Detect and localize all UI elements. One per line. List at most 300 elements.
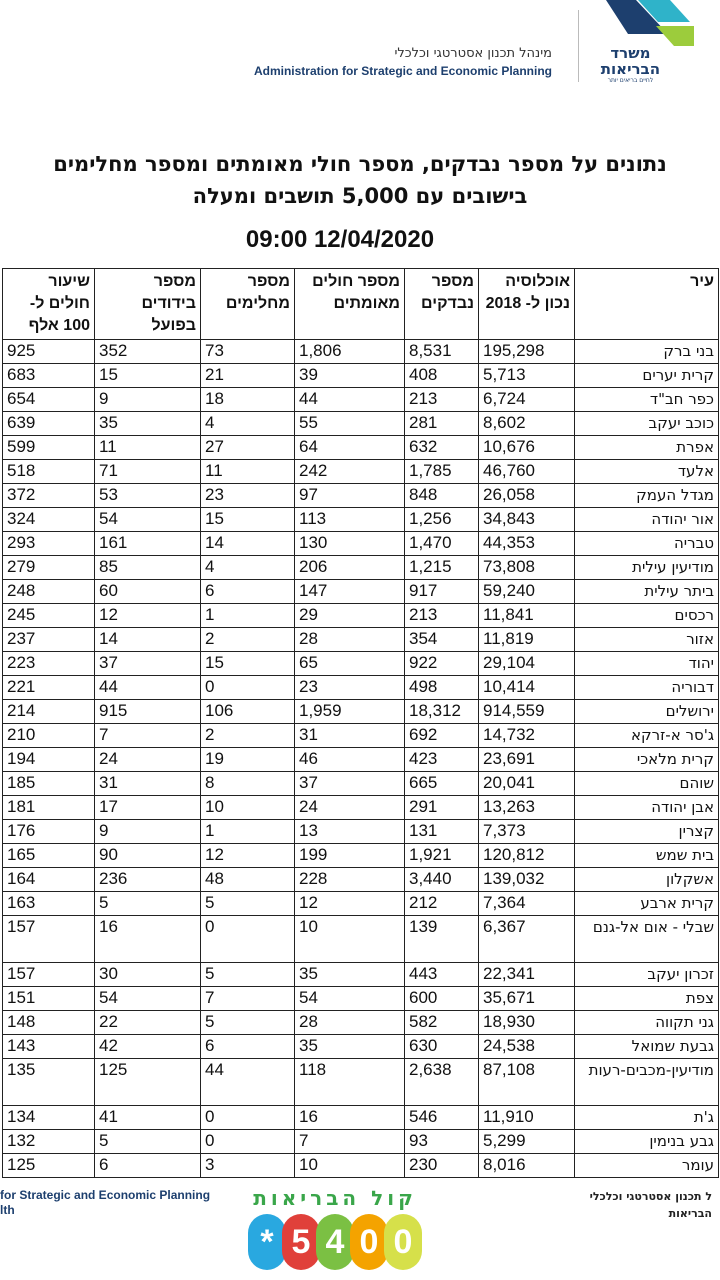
table-cell: 39 <box>295 364 405 388</box>
table-row <box>3 1106 719 1130</box>
city-name-cell: אלעד <box>575 460 719 484</box>
table-cell: 14,732 <box>479 724 575 748</box>
table-row <box>3 652 719 676</box>
table-cell: 213 <box>405 388 479 412</box>
document-title <box>0 148 720 212</box>
table-cell: 44 <box>95 676 201 700</box>
city-name-cell: בית שמש <box>575 844 719 868</box>
agency-name <box>254 46 552 78</box>
table-cell: 7,373 <box>479 820 575 844</box>
city-name-cell: שוהם <box>575 772 719 796</box>
table-cell: 54 <box>95 508 201 532</box>
table-cell: 46 <box>295 748 405 772</box>
table-cell: 248 <box>3 580 95 604</box>
table-cell: 2 <box>201 628 295 652</box>
table-cell: 85 <box>95 556 201 580</box>
table-cell: 26,058 <box>479 484 575 508</box>
city-name-cell: קרית מלאכי <box>575 748 719 772</box>
table-cell: 12 <box>95 604 201 628</box>
city-name-cell: אשקלון <box>575 868 719 892</box>
table-cell: 600 <box>405 987 479 1011</box>
table-cell: 6 <box>201 580 295 604</box>
table-cell: 14 <box>95 628 201 652</box>
table-cell: 19 <box>201 748 295 772</box>
table-cell: 113 <box>295 508 405 532</box>
table-cell: 6 <box>95 1154 201 1178</box>
city-name-cell: ג'סר א-זרקא <box>575 724 719 748</box>
table-cell: 20,041 <box>479 772 575 796</box>
table-cell: 0 <box>201 1130 295 1154</box>
table-cell: 1,470 <box>405 532 479 556</box>
table-row <box>3 916 719 963</box>
table-cell: 352 <box>95 340 201 364</box>
table-row <box>3 1154 719 1178</box>
table-cell: 5 <box>95 892 201 916</box>
table-cell: 164 <box>3 868 95 892</box>
table-cell: 692 <box>405 724 479 748</box>
table-cell: 18,312 <box>405 700 479 724</box>
table-row <box>3 364 719 388</box>
table-row <box>3 1035 719 1059</box>
city-name-cell: רכסים <box>575 604 719 628</box>
table-cell: 7,364 <box>479 892 575 916</box>
city-name-cell: אפרת <box>575 436 719 460</box>
table-cell: 10 <box>201 796 295 820</box>
table-cell: 11,819 <box>479 628 575 652</box>
table-cell: 37 <box>295 772 405 796</box>
table-cell: 73,808 <box>479 556 575 580</box>
table-cell: 23 <box>201 484 295 508</box>
table-cell: 8,602 <box>479 412 575 436</box>
table-cell: 210 <box>3 724 95 748</box>
city-name-cell: ביתר עילית <box>575 580 719 604</box>
city-name-cell: קצרין <box>575 820 719 844</box>
table-cell: 139,032 <box>479 868 575 892</box>
logo-line2: הבריאות <box>600 59 660 78</box>
table-cell: 630 <box>405 1035 479 1059</box>
table-cell: 44 <box>295 388 405 412</box>
city-name-cell: ירושלים <box>575 700 719 724</box>
table-cell: 22 <box>95 1011 201 1035</box>
column-header: מספר חולים מאומתים <box>295 269 405 340</box>
hotline-digit: 0 <box>384 1214 422 1270</box>
table-cell: 848 <box>405 484 479 508</box>
table-cell: 165 <box>3 844 95 868</box>
table-cell: 87,108 <box>479 1059 575 1106</box>
table-cell: 161 <box>95 532 201 556</box>
table-cell: 206 <box>295 556 405 580</box>
table-cell: 35 <box>295 1035 405 1059</box>
table-cell: 130 <box>295 532 405 556</box>
column-header: מספר בידודים בפועל <box>95 269 201 340</box>
table-row <box>3 748 719 772</box>
city-name-cell: קרית יערים <box>575 364 719 388</box>
table-cell: 10,414 <box>479 676 575 700</box>
table-cell: 46,760 <box>479 460 575 484</box>
table-cell: 54 <box>95 987 201 1011</box>
table-cell: 48 <box>201 868 295 892</box>
table-cell: 147 <box>295 580 405 604</box>
table-cell: 18,930 <box>479 1011 575 1035</box>
table-cell: 93 <box>405 1130 479 1154</box>
table-cell: 41 <box>95 1106 201 1130</box>
table-cell: 17 <box>95 796 201 820</box>
table-cell: 28 <box>295 628 405 652</box>
table-cell: 31 <box>295 724 405 748</box>
table-cell: 29 <box>295 604 405 628</box>
table-row <box>3 628 719 652</box>
table-cell: 324 <box>3 508 95 532</box>
table-cell: 27 <box>201 436 295 460</box>
table-cell: 1,215 <box>405 556 479 580</box>
table-cell: 139 <box>405 916 479 963</box>
table-cell: 5,713 <box>479 364 575 388</box>
table-cell: 7 <box>201 987 295 1011</box>
table-cell: 5,299 <box>479 1130 575 1154</box>
table-cell: 157 <box>3 916 95 963</box>
table-cell: 6,367 <box>479 916 575 963</box>
table-cell: 15 <box>95 364 201 388</box>
page-footer <box>0 1178 720 1280</box>
table-cell: 242 <box>295 460 405 484</box>
kol-habriut-label: קול הבריאות <box>253 1186 417 1210</box>
table-cell: 131 <box>405 820 479 844</box>
footer-left-line2: lth <box>0 1203 15 1217</box>
table-row <box>3 604 719 628</box>
city-name-cell: בני ברק <box>575 340 719 364</box>
logo-text <box>601 46 660 84</box>
table-cell: 16 <box>295 1106 405 1130</box>
table-row <box>3 772 719 796</box>
table-cell: 917 <box>405 580 479 604</box>
table-cell: 60 <box>95 580 201 604</box>
table-row <box>3 436 719 460</box>
table-cell: 59,240 <box>479 580 575 604</box>
table-row <box>3 484 719 508</box>
table-cell: 654 <box>3 388 95 412</box>
table-row <box>3 820 719 844</box>
table-cell: 4 <box>201 412 295 436</box>
table-cell: 132 <box>3 1130 95 1154</box>
table-row <box>3 340 719 364</box>
table-cell: 1,921 <box>405 844 479 868</box>
table-cell: 21 <box>201 364 295 388</box>
table-cell: 28 <box>295 1011 405 1035</box>
table-cell: 176 <box>3 820 95 844</box>
table-cell: 157 <box>3 963 95 987</box>
table-cell: 665 <box>405 772 479 796</box>
table-cell: 11 <box>95 436 201 460</box>
table-cell: 683 <box>3 364 95 388</box>
table-row <box>3 700 719 724</box>
table-row <box>3 532 719 556</box>
table-cell: 11,841 <box>479 604 575 628</box>
table-cell: 5 <box>95 1130 201 1154</box>
table-cell: 423 <box>405 748 479 772</box>
footer-left-line1: for Strategic and Economic Planning <box>0 1188 211 1202</box>
table-cell: 16 <box>95 916 201 963</box>
logo-line1: משרד <box>610 44 651 62</box>
table-cell: 30 <box>95 963 201 987</box>
table-row <box>3 556 719 580</box>
table-cell: 4 <box>201 556 295 580</box>
table-cell: 1 <box>201 820 295 844</box>
table-cell: 125 <box>95 1059 201 1106</box>
table-cell: 1,785 <box>405 460 479 484</box>
table-cell: 199 <box>295 844 405 868</box>
city-name-cell: יהוד <box>575 652 719 676</box>
table-row <box>3 963 719 987</box>
table-cell: 73 <box>201 340 295 364</box>
table-cell: 55 <box>295 412 405 436</box>
table-cell: 12 <box>201 844 295 868</box>
ministry-logo <box>598 0 698 92</box>
title-line2: בישובים עם 5,000 תושבים ומעלה <box>192 184 528 208</box>
city-name-cell: דבוריה <box>575 676 719 700</box>
table-cell: 925 <box>3 340 95 364</box>
table-cell: 195,298 <box>479 340 575 364</box>
column-header: מספר מחלימים <box>201 269 295 340</box>
table-cell: 90 <box>95 844 201 868</box>
table-header-row <box>3 269 719 340</box>
table-cell: 245 <box>3 604 95 628</box>
city-name-cell: מגדל העמק <box>575 484 719 508</box>
table-cell: 372 <box>3 484 95 508</box>
table-cell: 10 <box>295 916 405 963</box>
agency-name-hebrew: מינהל תכנון אסטרטגי וכלכלי <box>394 46 552 61</box>
table-row <box>3 1130 719 1154</box>
table-cell: 291 <box>405 796 479 820</box>
table-cell: 3,440 <box>405 868 479 892</box>
table-cell: 223 <box>3 652 95 676</box>
table-cell: 1,806 <box>295 340 405 364</box>
table-cell: 639 <box>3 412 95 436</box>
title-line1: נתונים על מספר נבדקים, מספר חולי מאומתים ומספר מחלימים <box>53 152 667 176</box>
table-row <box>3 724 719 748</box>
city-name-cell: אור יהודה <box>575 508 719 532</box>
city-name-cell: כפר חב"ד <box>575 388 719 412</box>
table-cell: 24,538 <box>479 1035 575 1059</box>
city-name-cell: גבע בנימין <box>575 1130 719 1154</box>
table-row <box>3 892 719 916</box>
table-cell: 163 <box>3 892 95 916</box>
city-name-cell: טבריה <box>575 532 719 556</box>
table-cell: 518 <box>3 460 95 484</box>
city-name-cell: צפת <box>575 987 719 1011</box>
table-cell: 5 <box>201 963 295 987</box>
table-row <box>3 508 719 532</box>
table-row <box>3 1059 719 1106</box>
table-cell: 9 <box>95 388 201 412</box>
table-cell: 24 <box>95 748 201 772</box>
table-cell: 0 <box>201 676 295 700</box>
hotline-digit: 5 <box>282 1214 320 1270</box>
table-cell: 22,341 <box>479 963 575 987</box>
table-cell: 118 <box>295 1059 405 1106</box>
footer-agency-english <box>0 1188 210 1218</box>
column-header: אוכלוסיה נכון ל- 2018 <box>479 269 575 340</box>
table-cell: 914,559 <box>479 700 575 724</box>
table-cell: 5 <box>201 1011 295 1035</box>
table-cell: 24 <box>295 796 405 820</box>
agency-name-english: Administration for Strategic and Economic Planning <box>253 64 552 78</box>
table-cell: 915 <box>95 700 201 724</box>
table-cell: 35,671 <box>479 987 575 1011</box>
table-cell: 279 <box>3 556 95 580</box>
table-cell: 14 <box>201 532 295 556</box>
table-cell: 214 <box>3 700 95 724</box>
table-cell: 35 <box>295 963 405 987</box>
table-cell: 293 <box>3 532 95 556</box>
table-row <box>3 868 719 892</box>
table-cell: 15 <box>201 508 295 532</box>
table-cell: 212 <box>405 892 479 916</box>
table-cell: 35 <box>95 412 201 436</box>
table-cell: 7 <box>295 1130 405 1154</box>
table-cell: 2 <box>201 724 295 748</box>
table-cell: 6 <box>201 1035 295 1059</box>
table-cell: 194 <box>3 748 95 772</box>
table-cell: 922 <box>405 652 479 676</box>
table-cell: 8 <box>201 772 295 796</box>
table-cell: 15 <box>201 652 295 676</box>
table-cell: 42 <box>95 1035 201 1059</box>
footer-right-line2: הבריאות <box>668 1207 712 1220</box>
table-cell: 37 <box>95 652 201 676</box>
table-cell: 44 <box>201 1059 295 1106</box>
page-header <box>0 0 720 95</box>
table-cell: 6,724 <box>479 388 575 412</box>
city-name-cell: ג'ת <box>575 1106 719 1130</box>
table-cell: 13 <box>295 820 405 844</box>
city-name-cell: מודיעין עילית <box>575 556 719 580</box>
table-row <box>3 1011 719 1035</box>
table-cell: 236 <box>95 868 201 892</box>
table-cell: 230 <box>405 1154 479 1178</box>
table-cell: 64 <box>295 436 405 460</box>
table-cell: 5 <box>201 892 295 916</box>
table-cell: 54 <box>295 987 405 1011</box>
cities-table <box>2 268 719 1178</box>
hotline-digit: 4 <box>316 1214 354 1270</box>
table-cell: 18 <box>201 388 295 412</box>
table-body <box>3 340 719 1178</box>
table-cell: 31 <box>95 772 201 796</box>
table-cell: 213 <box>405 604 479 628</box>
table-row <box>3 460 719 484</box>
hotline-digit: 0 <box>350 1214 388 1270</box>
table-cell: 0 <box>201 1106 295 1130</box>
city-name-cell: שבלי - אום אל-גנם <box>575 916 719 963</box>
footer-agency-hebrew <box>590 1188 712 1222</box>
table-cell: 120,812 <box>479 844 575 868</box>
table-cell: 354 <box>405 628 479 652</box>
table-cell: 546 <box>405 1106 479 1130</box>
logo-tagline: לחיים בריאים יותר <box>607 76 654 84</box>
table-cell: 125 <box>3 1154 95 1178</box>
table-cell: 498 <box>405 676 479 700</box>
table-cell: 237 <box>3 628 95 652</box>
table-cell: 148 <box>3 1011 95 1035</box>
table-cell: 12 <box>295 892 405 916</box>
table-cell: 11,910 <box>479 1106 575 1130</box>
table-cell: 13,263 <box>479 796 575 820</box>
table-cell: 8,531 <box>405 340 479 364</box>
table-row <box>3 580 719 604</box>
table-cell: 44,353 <box>479 532 575 556</box>
table-cell: 97 <box>295 484 405 508</box>
table-cell: 632 <box>405 436 479 460</box>
table-row <box>3 388 719 412</box>
table-cell: 7 <box>95 724 201 748</box>
column-header: עיר <box>575 269 719 340</box>
table-row <box>3 987 719 1011</box>
report-datetime: 09:00 12/04/2020 <box>245 226 435 253</box>
hotline-digit: * <box>248 1214 286 1270</box>
table-cell: 9 <box>95 820 201 844</box>
city-name-cell: אבן יהודה <box>575 796 719 820</box>
table-cell: 582 <box>405 1011 479 1035</box>
header-divider <box>578 10 579 82</box>
city-name-cell: כוכב יעקב <box>575 412 719 436</box>
table-cell: 1 <box>201 604 295 628</box>
table-cell: 185 <box>3 772 95 796</box>
table-cell: 65 <box>295 652 405 676</box>
table-cell: 599 <box>3 436 95 460</box>
table-cell: 134 <box>3 1106 95 1130</box>
table-row <box>3 412 719 436</box>
table-cell: 221 <box>3 676 95 700</box>
city-name-cell: גבעת שמואל <box>575 1035 719 1059</box>
table-cell: 106 <box>201 700 295 724</box>
table-cell: 3 <box>201 1154 295 1178</box>
table-cell: 0 <box>201 916 295 963</box>
logo-shape-icon <box>598 0 698 50</box>
table-row <box>3 844 719 868</box>
table-row <box>3 676 719 700</box>
city-name-cell: עומר <box>575 1154 719 1178</box>
city-name-cell: אזור <box>575 628 719 652</box>
table-cell: 34,843 <box>479 508 575 532</box>
table-cell: 1,959 <box>295 700 405 724</box>
column-header: שיעור חולים ל- 100 אלף <box>3 269 95 340</box>
city-name-cell: קרית ארבע <box>575 892 719 916</box>
city-name-cell: זכרון יעקב <box>575 963 719 987</box>
table-cell: 10 <box>295 1154 405 1178</box>
table-cell: 8,016 <box>479 1154 575 1178</box>
table-cell: 143 <box>3 1035 95 1059</box>
table-cell: 23,691 <box>479 748 575 772</box>
table-cell: 29,104 <box>479 652 575 676</box>
table-cell: 1,256 <box>405 508 479 532</box>
city-name-cell: גני תקווה <box>575 1011 719 1035</box>
footer-right-line1: ל תכנון אסטרטגי וכלכלי <box>589 1190 712 1203</box>
table-cell: 2,638 <box>405 1059 479 1106</box>
table-cell: 135 <box>3 1059 95 1106</box>
table-cell: 181 <box>3 796 95 820</box>
table-cell: 53 <box>95 484 201 508</box>
table-cell: 23 <box>295 676 405 700</box>
table-cell: 443 <box>405 963 479 987</box>
table-cell: 228 <box>295 868 405 892</box>
city-name-cell: מודיעין-מכבים-רעות <box>575 1059 719 1106</box>
column-header: מספר נבדקים <box>405 269 479 340</box>
table-row <box>3 796 719 820</box>
table-cell: 281 <box>405 412 479 436</box>
table-cell: 71 <box>95 460 201 484</box>
table-cell: 408 <box>405 364 479 388</box>
table-cell: 10,676 <box>479 436 575 460</box>
